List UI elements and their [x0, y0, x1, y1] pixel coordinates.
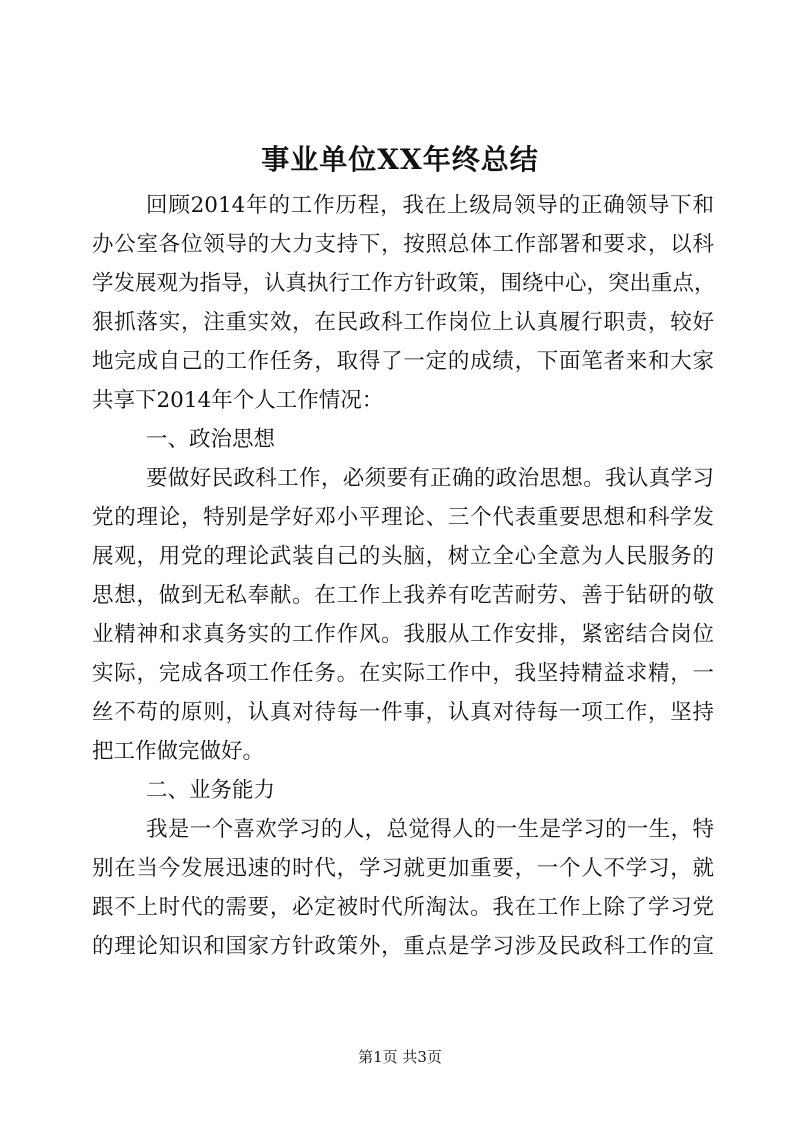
paragraph-line: 丝不苟的原则，认真对待每一件事，认真对待每一项工作，坚持 [92, 700, 714, 725]
document-title: 事业单位XX年终总结 [261, 143, 539, 176]
paragraph-line: 要做好民政科工作，必须要有正确的政治思想。我认真学习 [146, 466, 714, 491]
paragraph-line: 把工作做完做好。 [92, 739, 265, 764]
paragraph-line: 业精神和求真务实的工作作风。我服从工作安排，紧密结合岗位 [92, 622, 714, 647]
paragraph-line: 地完成自己的工作任务，取得了一定的成绩，下面笔者来和大家 [92, 349, 714, 374]
paragraph-line: 别在当今发展迅速的时代，学习就更加重要，一个人不学习，就 [92, 856, 714, 881]
paragraph-line: 展观，用党的理论武装自己的头脑，树立全心全意为人民服务的 [92, 544, 714, 569]
section-heading: 二、业务能力 [146, 778, 276, 803]
paragraph-line: 学发展观为指导，认真执行工作方针政策，围绕中心，突出重点， [92, 271, 716, 296]
paragraph-line: 共享下2014年个人工作情况： [92, 388, 384, 413]
paragraph-line: 思想，做到无私奉献。在工作上我养有吃苦耐劳、善于钻研的敬 [92, 583, 714, 608]
paragraph-line: 实际，完成各项工作任务。在实际工作中，我坚持精益求精，一 [92, 661, 714, 686]
document-body [92, 186, 714, 966]
page-number-footer: 第1页 共3页 [358, 1048, 442, 1066]
paragraph-line: 办公室各位领导的大力支持下，按照总体工作部署和要求，以科 [92, 232, 714, 257]
section-heading: 一、政治思想 [146, 427, 276, 452]
paragraph-line: 的理论知识和国家方针政策外，重点是学习涉及民政科工作的宣 [92, 934, 714, 959]
paragraph-line: 党的理论，特别是学好邓小平理论、三个代表重要思想和科学发 [92, 505, 714, 530]
paragraph-line: 我是一个喜欢学习的人，总觉得人的一生是学习的一生，特 [146, 817, 714, 842]
paragraph-line: 回顾2014年的工作历程，我在上级局领导的正确领导下和 [146, 193, 714, 218]
paragraph-line: 狠抓落实，注重实效，在民政科工作岗位上认真履行职责，较好 [92, 310, 714, 335]
paragraph-line: 跟不上时代的需要，必定被时代所淘汰。我在工作上除了学习党 [92, 895, 714, 920]
